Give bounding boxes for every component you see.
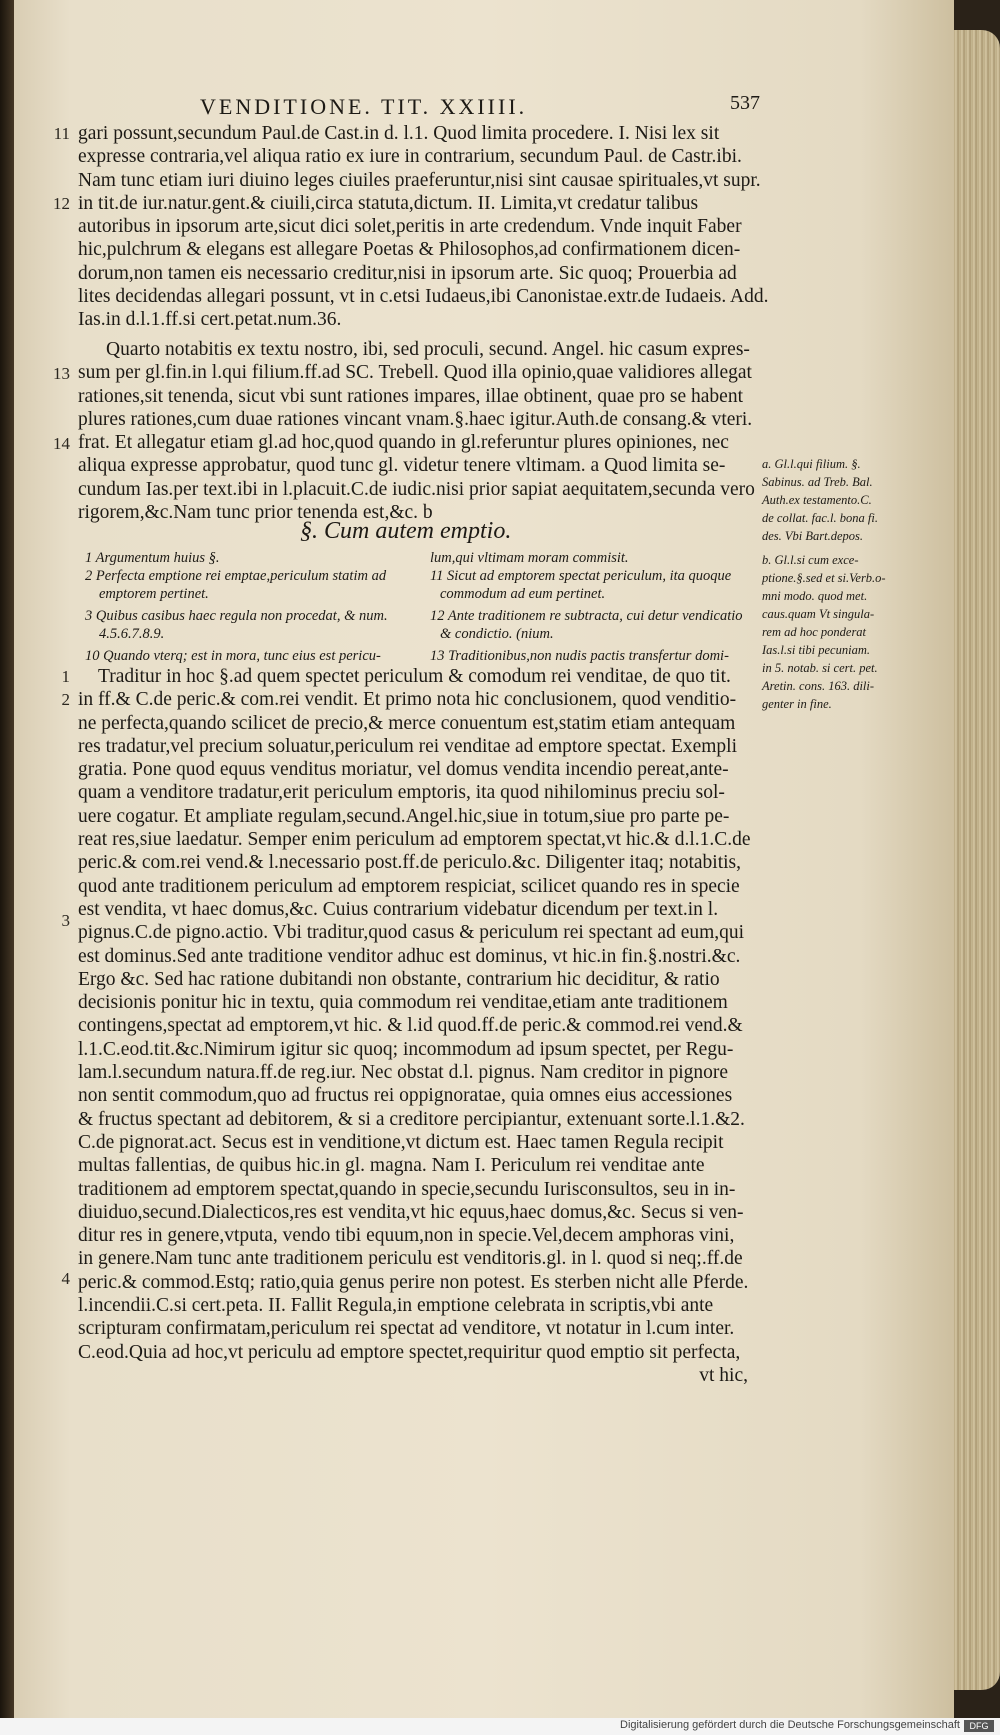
note-line: de collat. fac.l. bona fi. <box>762 511 878 525</box>
text-line: pignus.C.de pigno.actio. Vbi traditur,quod casus & periculum rei spectant ad eum,qui <box>78 922 745 944</box>
text-line: cundum Ias.per text.ibi in l.placuit.C.de iudic.nisi prior sapiat aequitatem,secunda vero <box>78 478 755 500</box>
summary-entry: 10 Quando vterq; est in mora, tunc eius est pericu- <box>85 648 381 664</box>
note-line: genter in fine. <box>762 697 832 711</box>
text-line: uere cogatur. Et ampliate regulam,secund.Angel.hic,siue in totum,siue pro parte pe- <box>78 805 730 827</box>
margin-numeral: 3 <box>61 911 70 930</box>
running-head: VENDITIONE. TIT. XXIIII. <box>200 94 528 119</box>
summary-entry: 13 Traditionibus,non nudis pactis transfertur domi- <box>430 648 729 664</box>
margin-numeral: 11 <box>53 124 70 143</box>
summary-entry: 12 Ante traditionem re subtracta, cui detur vendicatio <box>430 608 743 624</box>
catchword: vt hic, <box>699 1364 748 1386</box>
note-line: Auth.ex testamento.C. <box>762 493 872 507</box>
note-line: in 5. notab. si cert. pet. <box>762 661 878 675</box>
text-line: ne perfecta,quando scilicet de precio,& merce conuentum est,statim etiam antequam <box>78 712 736 734</box>
text-line: multas fallentias, de quibus hic.in gl. magna. Nam I. Periculum rei venditae ante <box>78 1155 705 1177</box>
text-line: ditur res in genere,vtputa, vendo tibi equum,non in specie.Vel,decem amphoras vini, <box>78 1225 735 1247</box>
text-line: scripturam confirmatam,periculum rei spectat ad venditore, vt notatur in l.cum inter. <box>78 1318 735 1340</box>
text-line: non sentit commodum,quo ad fructus rei oppignoratae, quia omnes eius accessiones <box>78 1085 733 1107</box>
text-line: reat res,siue laedatur. Semper enim periculum ad emptorem spectat,vt hic.& d.l.1.C.de <box>78 829 751 851</box>
text-line: Traditur in hoc §.ad quem spectet periculum & comodum rei venditae, de quo tit. <box>98 666 731 687</box>
margin-numeral: 13 <box>53 364 70 383</box>
text-line: C.de pignorat.act. Secus est in venditione,vt dictum est. Haec tamen Regula recipit <box>78 1131 724 1153</box>
note-line: a. Gl.l.qui filium. §. <box>762 457 861 471</box>
text-line: Quarto notabitis ex textu nostro, ibi, sed proculi, secund. Angel. hic casum expres- <box>106 339 750 360</box>
text-line: traditionem ad emptorem spectat,quando in specie,secundu Iurisconsultos, seu in in- <box>78 1178 736 1200</box>
text-block-2 <box>78 338 768 524</box>
text-line: est dominus.Sed ante traditione venditor adhuc est dominus, vt hic.in fin.§.nostri.&c. <box>78 945 741 967</box>
summary-entry: 4.5.6.7.8.9. <box>99 626 165 642</box>
summary-entry: 3 Quibus casibus haec regula non procedat, & num. <box>85 608 388 624</box>
note-line: Aretin. cons. 163. dili- <box>762 679 875 693</box>
summary-entry: & condictio. (nium. <box>440 626 554 642</box>
page-number: 537 <box>730 92 760 114</box>
text-line: C.eod.Quia ad hoc,vt periculu ad emptore spectet,requiritur quod emptio sit perfecta, <box>78 1341 741 1363</box>
text-line: lites decidendas allegari possunt, vt in c.etsi Iudaeus,ibi Canonistae.extr.de Iudaeis. Add. <box>78 286 768 308</box>
summary-entry: lum,qui vltimam moram commisit. <box>430 550 629 566</box>
text-block-3 <box>78 665 768 1387</box>
summary-entry: 11 Sicut ad emptorem spectat periculum, ita quoque <box>430 568 732 584</box>
note-line: Ias.l.si tibi pecuniam. <box>762 643 870 657</box>
text-line: plures rationes,cum duae rationes vincant vnam.§.haec igitur.Auth.de consang.& vteri. <box>78 408 753 430</box>
text-line: lam.l.secundum natura.ff.de reg.iur. Nec obstat d.l. pignus. Nam creditor in pignore <box>78 1062 729 1084</box>
text-line: Ergo &c. Sed hac ratione dubitandi non obstante, contrarium hic deciditur, & ratio <box>78 968 720 990</box>
text-line: hic,pulchrum & elegans est allegare Poetas & Philosophos,ad confirmationem dicen- <box>78 239 741 261</box>
note-line: des. Vbi Bart.depos. <box>762 529 864 543</box>
note-line: b. Gl.l.si cum exce- <box>762 553 859 567</box>
margin-numeral: 4 <box>61 1269 70 1288</box>
margin-numeral: 1 <box>61 667 70 686</box>
text-line: Ias.in d.l.1.ff.si cert.petat.num.36. <box>78 309 342 331</box>
text-line: est vendita, vt haec domus,&c. Cuius contrarium videbatur dicendum per text.in l. <box>78 898 719 920</box>
summary-entry: emptorem pertinet. <box>99 586 209 602</box>
marginal-notes <box>762 455 937 713</box>
note-line: mni modo. quod met. <box>762 589 868 603</box>
summary-entry: commodum ad eum pertinet. <box>440 586 606 602</box>
text-line: res tradatur,vel precium soluatur,periculum rei venditae ad emptore spectat. Exempli <box>78 735 738 757</box>
note-line: caus.quam Vt singula- <box>762 607 875 621</box>
text-line: in tit.de iur.natur.gent.& ciuili,circa statuta,dictum. II. Limita,vt credatur talibus <box>78 192 699 214</box>
text-line: peric.& commod.Estq; ratio,quia genus perire non potest. Es sterben nicht alle Pferde. <box>78 1271 749 1293</box>
section-heading: §. Cum autem emptio. <box>300 518 512 544</box>
text-line: Nam tunc etiam iuri diuino leges ciuiles praeferuntur,nisi sint causae spirituales,vt supr. <box>78 169 761 191</box>
text-line: frat. Et allegatur etiam gl.ad hoc,quod quando in gl.referuntur plures opiniones, nec <box>78 432 729 454</box>
text-block-1 <box>78 122 768 332</box>
text-line: peric.& com.rei vend.& l.necessario post.ff.de periculo.&c. Diligenter itaq; notabitis, <box>78 852 741 874</box>
text-line: in genere.Nam tunc ante traditionem periculu est venditoris.gl. in l. quod si neq;.ff.de <box>78 1248 743 1270</box>
margin-numeral: 2 <box>61 690 70 709</box>
text-line: sum per gl.fin.in l.qui filium.ff.ad SC. Trebell. Quod illa opinio,quae validiores allegat <box>78 362 752 384</box>
note-line: rem ad hoc ponderat <box>762 625 867 639</box>
text-line: autoribus in ipsorum arte,sicut dici solet,peritis in arte credendum. Vnde inquit Faber <box>78 216 742 238</box>
text-line: aliqua expresse approbatur, quod tunc gl. videtur tenere vltimam. a Quod limita se- <box>78 455 726 477</box>
text-line: gari possunt,secundum Paul.de Cast.in d. l.1. Quod limita procedere. I. Nisi lex sit <box>78 123 720 144</box>
summary-entry: 2 Perfecta emptione rei emptae,periculum statim ad <box>85 568 387 584</box>
text-line: & fructus spectant ad debitorem, & si a creditore percipiantur, extenuant sorte.l.1.&2. <box>78 1108 745 1130</box>
text-line: l.1.C.eod.tit.&c.Nimirum igitur sic quoq; incommodum ad ipsum spectet, per Regu- <box>78 1038 734 1060</box>
text-line: quod ante traditionem periculum ad emptorem respiciat, scilicet quando res in specie <box>78 875 740 897</box>
summary-entry: 1 Argumentum huius §. <box>85 550 220 566</box>
text-line: dorum,non tamen eis necessario creditur,nisi in ipsorum arte. Sic quoq; Prouerbia ad <box>78 262 737 284</box>
text-line: gratia. Pone quod equus venditus moriatur, vel domus vendita incendio pereat,ante- <box>78 759 729 781</box>
text-line: diuiduo,secund.Dialecticos,res est vendita,vt hic equus,haec domus,&c. Secus si ven- <box>78 1201 744 1223</box>
text-line: rigorem,&c.Nam tunc prior tenenda est,&c. b <box>78 502 433 524</box>
note-line: Sabinus. ad Treb. Bal. <box>762 475 873 489</box>
dfg-logo: DFG <box>964 1720 994 1732</box>
text-line: rationes,sit tenenda, sicut vbi sunt rationes impares, illae obtinent, quae pro se habent <box>78 385 743 407</box>
text-line: quam a venditore tradatur,erit periculum emptoris, ita quod nihilominus preciu sol- <box>78 782 725 804</box>
margin-numeral: 14 <box>53 434 70 453</box>
margin-numeral: 12 <box>53 194 70 213</box>
digitization-credit: Digitalisierung gefördert durch die Deutsche Forschungsgemeinschaft <box>620 1719 960 1731</box>
text-line: decisionis ponitur hic in textu, quia commodum rei venditae,etiam ante traditionem <box>78 992 728 1014</box>
text-line: l.incendii.C.si cert.peta. II. Fallit Regula,in emptione celebrata in scriptis,vbi ante <box>78 1295 714 1317</box>
text-line: expresse contraria,vel aliqua ratio ex iure in contrarium, secundum Paul. de Castr.ibi. <box>78 146 742 168</box>
text-line: contingens,spectat ad emptorem,vt hic. & l.id quod.ff.de peric.& commod.rei vend.& <box>78 1015 743 1037</box>
text-line: in ff.& C.de peric.& com.rei vendit. Et primo nota hic conclusionem, quod venditio- <box>78 689 737 711</box>
note-line: ptione.§.sed et si.Verb.o- <box>762 571 886 585</box>
